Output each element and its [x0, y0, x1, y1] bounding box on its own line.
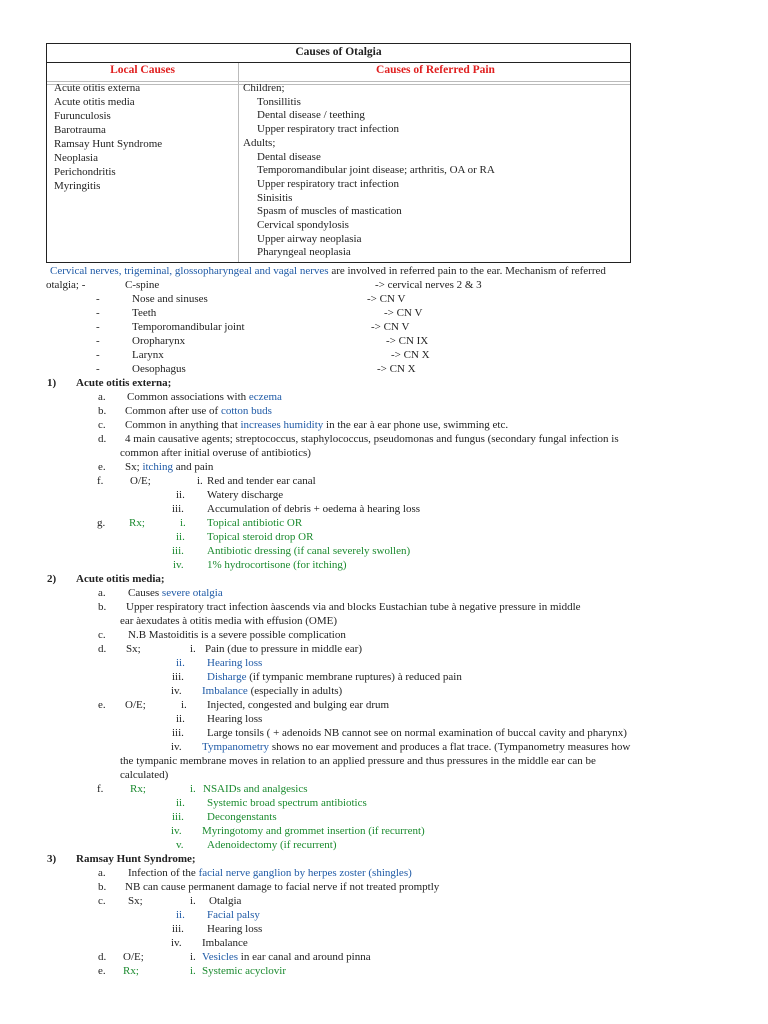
list-dash: - [96, 335, 100, 347]
referred-cause-item: Tonsillitis [257, 95, 301, 108]
mechanism-label: Nose and sinuses [132, 293, 208, 305]
treatment: 1% hydrocortisone (for itching) [207, 559, 347, 571]
item-letter: f. [97, 475, 104, 487]
local-causes-header: Local Causes [110, 64, 175, 76]
otalgia-causes-table [46, 43, 631, 263]
mechanism-target: -> CN V [371, 321, 410, 333]
mechanism-label: Teeth [132, 307, 157, 319]
rx-label: Rx; [123, 965, 139, 977]
list-item: Causes severe otalgia [128, 587, 223, 599]
item-letter: b. [98, 881, 107, 893]
mechanism-label: C-spine [125, 279, 160, 291]
section-number: 1) [47, 377, 57, 389]
finding: Tympanometry shows no ear movement and produces a flat trace. (Tympanometry measures how [202, 741, 631, 753]
finding: Accumulation of debris + oedema à hearing loss [207, 503, 421, 515]
local-cause-item: Barotrauma [54, 124, 106, 136]
roman-numeral: ii. [176, 657, 185, 669]
roman-numeral: iii. [172, 503, 184, 515]
roman-numeral: ii. [176, 713, 185, 725]
roman-numeral: iv. [171, 937, 182, 949]
intro-line-1: Cervical nerves, trigeminal, glossopharyngeal and vagal nerves are involved in referred pain to the ear. Mechanism of referred [50, 265, 606, 277]
finding: Injected, congested and bulging ear drum [207, 699, 390, 711]
item-letter: b. [98, 601, 107, 613]
symptom: Pain (due to pressure in middle ear) [205, 643, 363, 655]
referred-cause-item: Adults; [243, 136, 276, 149]
referred-cause-item: Upper respiratory tract infection [257, 123, 400, 136]
list-dash: - [96, 321, 100, 333]
referred-cause-item: Dental disease / teething [257, 109, 365, 122]
list-item-continuation: common after initial overuse of antibiotics) [120, 447, 311, 459]
mechanism-label: Oesophagus [132, 363, 186, 375]
local-cause-item: Acute otitis media [54, 96, 135, 108]
roman-numeral: ii. [176, 909, 185, 921]
roman-numeral: iv. [171, 685, 182, 697]
finding: Vesicles in ear canal and around pinna [202, 951, 371, 963]
roman-numeral: iv. [171, 825, 182, 837]
local-cause-item: Ramsay Hunt Syndrome [54, 138, 163, 150]
roman-numeral: ii. [176, 797, 185, 809]
symptom: Facial palsy [207, 909, 260, 921]
local-cause-item: Furunculosis [54, 110, 111, 122]
referred-cause-item: Upper respiratory tract infection [257, 177, 400, 190]
referred-cause-item: Cervical spondylosis [257, 219, 349, 231]
list-dash: - [96, 349, 100, 361]
treatment: Myringotomy and grommet insertion (if recurrent) [202, 825, 425, 837]
roman-numeral: iii. [172, 727, 184, 739]
finding: Red and tender ear canal [207, 475, 316, 487]
local-cause-item: Perichondritis [54, 166, 116, 178]
referred-cause-item: Children; [243, 82, 285, 94]
roman-numeral: iv. [171, 741, 182, 753]
item-letter: a. [98, 587, 106, 599]
list-item: NB can cause permanent damage to facial nerve if not treated promptly [125, 881, 440, 893]
mechanism-label: Temporomandibular joint [132, 321, 245, 333]
list-dash: - [96, 363, 100, 375]
list-item: Common associations with eczema [127, 391, 282, 403]
item-letter: a. [98, 391, 106, 403]
roman-numeral: iv. [173, 559, 184, 571]
mechanism-target: -> CN IX [386, 335, 429, 347]
list-item: Common in anything that increases humidity in the ear à ear phone use, swimming etc. [125, 419, 509, 431]
sx-label: Sx; [128, 895, 143, 907]
item-letter: c. [98, 629, 106, 641]
roman-numeral: i. [190, 643, 196, 655]
finding: Watery discharge [207, 489, 284, 501]
roman-numeral: ii. [176, 531, 185, 543]
roman-numeral: i. [181, 699, 187, 711]
symptom: Imbalance (especially in adults) [202, 685, 343, 697]
referred-cause-item: Temporomandibular joint disease; arthritis, OA or RA [257, 164, 495, 177]
rx-label: Rx; [129, 517, 145, 529]
roman-numeral: i. [190, 951, 196, 963]
roman-numeral: i. [190, 965, 196, 977]
list-item: Sx; itching and pain [125, 461, 214, 473]
finding: Hearing loss [207, 713, 263, 725]
roman-numeral: v. [176, 839, 184, 851]
oe-label: O/E; [130, 475, 151, 487]
referred-cause-item: Spasm of muscles of mastication [257, 205, 402, 218]
list-item-continuation: ear àexudates à otitis media with effusion (OME) [120, 615, 337, 627]
section-number: 3) [47, 853, 57, 865]
local-cause-item: Neoplasia [54, 152, 98, 164]
symptom: Imbalance [202, 937, 248, 949]
roman-numeral: i. [190, 895, 196, 907]
section-title-otitis-media: Acute otitis media; [76, 573, 165, 585]
referred-cause-item: Sinisitis [257, 191, 293, 204]
mechanism-target: -> CN X [391, 349, 430, 361]
referred-cause-item: Pharyngeal neoplasia [257, 246, 351, 259]
list-item: Upper respiratory tract infection àascends via and blocks Eustachian tube à negative pressure in middle [126, 601, 581, 613]
referred-pain-header: Causes of Referred Pain [376, 64, 495, 76]
local-cause-item: Myringitis [54, 180, 101, 192]
intro-line-2: otalgia; - [46, 279, 86, 291]
finding-continuation: the tympanic membrane moves in relation to an applied pressure and thus pressures in the middle ear can be [120, 755, 596, 767]
symptom: Hearing loss [207, 657, 263, 669]
table-title: Causes of Otalgia [295, 46, 382, 58]
item-letter: g. [97, 517, 106, 529]
mechanism-target: -> cervical nerves 2 & 3 [375, 279, 482, 291]
mechanism-target: -> CN X [377, 363, 416, 375]
roman-numeral: i. [190, 783, 196, 795]
item-letter: c. [98, 895, 106, 907]
list-dash: - [96, 293, 100, 305]
roman-numeral: iii. [172, 811, 184, 823]
treatment: Topical steroid drop OR [207, 531, 314, 543]
mechanism-target: -> CN V [384, 307, 423, 319]
item-letter: f. [97, 783, 104, 795]
list-dash: - [96, 307, 100, 319]
roman-numeral: ii. [176, 489, 185, 501]
referred-cause-item: Dental disease [257, 150, 321, 163]
treatment: Decongenstants [207, 811, 277, 823]
mechanism-target: -> CN V [367, 293, 406, 305]
treatment: Systemic broad spectrum antibiotics [207, 797, 367, 809]
item-letter: e. [98, 699, 106, 711]
symptom: Disharge (if tympanic membrane ruptures) à reduced pain [207, 671, 462, 683]
treatment: Systemic acyclovir [202, 965, 287, 977]
treatment: Adenoidectomy (if recurrent) [207, 839, 337, 851]
list-item: Infection of the facial nerve ganglion by herpes zoster (shingles) [128, 867, 412, 879]
referred-cause-item: Upper airway neoplasia [257, 232, 362, 245]
roman-numeral: iii. [172, 671, 184, 683]
item-letter: b. [98, 405, 107, 417]
item-letter: a. [98, 867, 106, 879]
sx-label: Sx; [126, 643, 141, 655]
roman-numeral: iii. [172, 923, 184, 935]
treatment: NSAIDs and analgesics [203, 783, 308, 795]
mechanism-label: Oropharynx [132, 335, 186, 347]
mechanism-label: Larynx [132, 349, 164, 361]
roman-numeral: i. [180, 517, 186, 529]
oe-label: O/E; [123, 951, 144, 963]
local-cause-item: Acute otitis externa [54, 82, 141, 94]
item-letter: e. [98, 965, 106, 977]
finding-continuation: calculated) [120, 769, 169, 781]
item-letter: e. [98, 461, 106, 473]
list-item: Common after use of cotton buds [125, 405, 272, 417]
oe-label: O/E; [125, 699, 146, 711]
item-letter: d. [98, 433, 107, 445]
item-letter: d. [98, 951, 107, 963]
roman-numeral: iii. [172, 545, 184, 557]
symptom: Hearing loss [207, 923, 263, 935]
section-title-ramsay-hunt: Ramsay Hunt Syndrome; [76, 853, 196, 865]
finding: Large tonsils ( + adenoids NB cannot see on normal examination of buccal cavity and pharynx) [207, 727, 627, 739]
item-letter: c. [98, 419, 106, 431]
list-item: 4 main causative agents; streptococcus, staphylococcus, pseudomonas and fungus (secondary fungal infection is [125, 433, 619, 445]
section-number: 2) [47, 573, 57, 585]
section-title-otitis-externa: Acute otitis externa; [76, 377, 172, 389]
list-item: N.B Mastoiditis is a severe possible complication [128, 629, 346, 641]
treatment: Antibiotic dressing (if canal severely swollen) [207, 545, 411, 557]
item-letter: d. [98, 643, 107, 655]
treatment: Topical antibiotic OR [207, 517, 303, 529]
rx-label: Rx; [130, 783, 146, 795]
symptom: Otalgia [209, 895, 242, 907]
roman-numeral: i. [197, 475, 203, 487]
